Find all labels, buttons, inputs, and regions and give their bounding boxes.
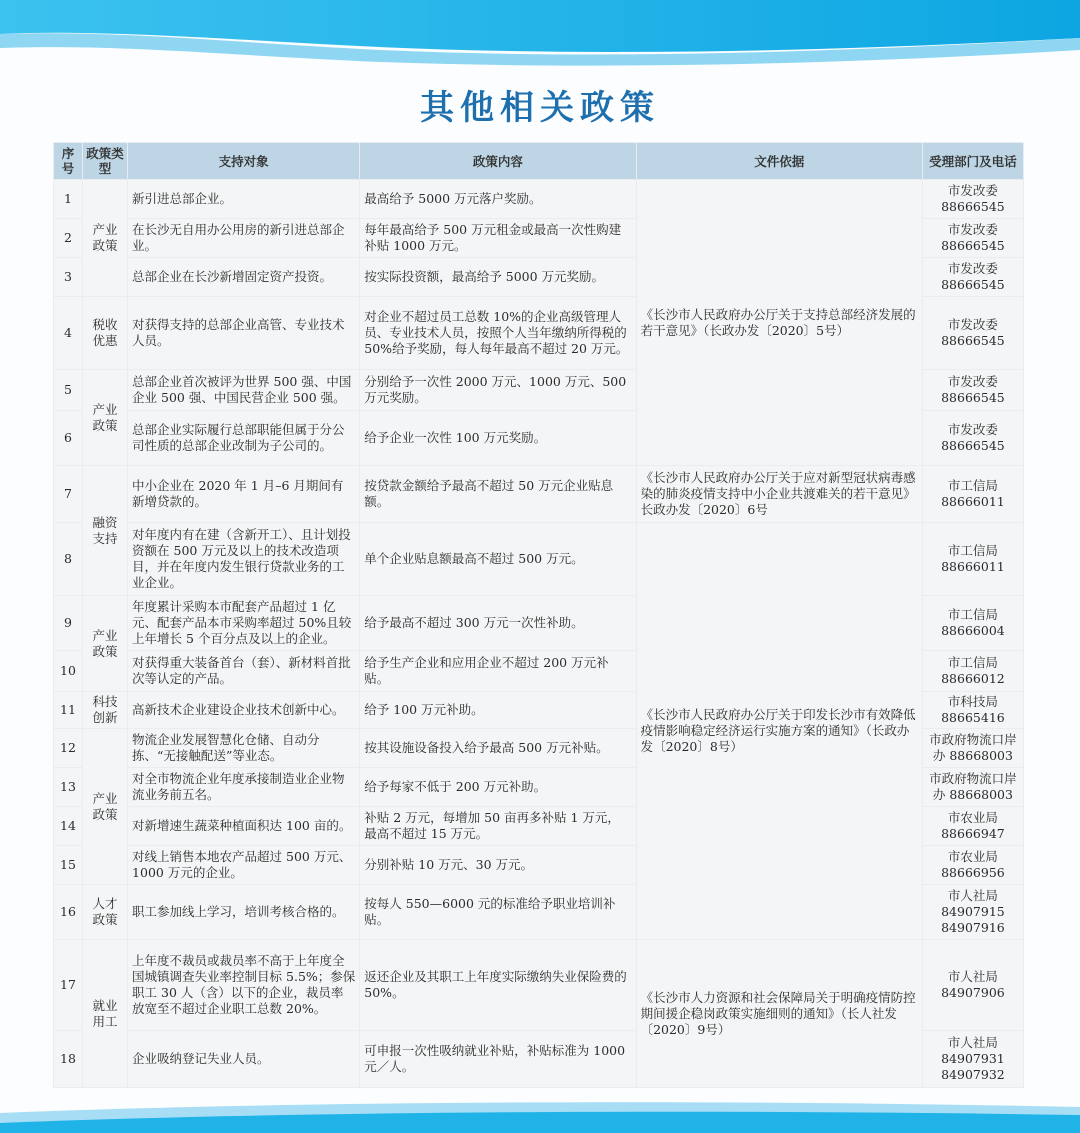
- department-contact: 市发改委 88666545: [923, 219, 1023, 257]
- row-number: 4: [54, 297, 82, 369]
- policy-type: 科技创新: [83, 692, 127, 728]
- department-contact: 市工信局 88666011: [923, 466, 1023, 522]
- department-contact: 市工信局 88666011: [923, 523, 1023, 595]
- support-target: 企业吸纳登记失业人员。: [128, 1031, 359, 1087]
- header-basis: 文件依据: [637, 143, 922, 179]
- document-basis: 《长沙市人民政府办公厅关于支持总部经济发展的若干意见》（长政办发〔2020〕5号）: [637, 180, 922, 465]
- policy-type: 就业用工: [83, 940, 127, 1087]
- support-target: 对全市物流企业年度承接制造业企业物流业务前五名。: [128, 768, 359, 806]
- document-basis: 《长沙市人民政府办公厅关于应对新型冠状病毒感染的肺炎疫情支持中小企业共渡难关的若干意见》长政办发〔2020〕6号: [637, 466, 922, 522]
- document-basis: 《长沙市人民政府办公厅关于印发长沙市有效降低疫情影响稳定经济运行实施方案的通知》（长政办发〔2020〕8号）: [637, 523, 922, 939]
- table-row: [54, 940, 1023, 1030]
- department-contact: 市工信局 88666012: [923, 651, 1023, 691]
- policy-content: 对企业不超过员工总数 10%的企业高级管理人员、专业技术人员，按照个人当年缴纳所得税的 50%给予奖励，每人每年最高不超过 20 万元。: [360, 297, 635, 369]
- table-row: [54, 523, 1023, 595]
- department-contact: 市发改委 88666545: [923, 411, 1023, 465]
- row-number: 11: [54, 692, 82, 728]
- document-basis: 《长沙市人力资源和社会保障局关于明确疫情防控期间援企稳岗政策实施细则的通知》（长人社发〔2020〕9号）: [637, 940, 922, 1087]
- support-target: 物流企业发展智慧化仓储、自动分拣、“无接触配送”等业态。: [128, 729, 359, 767]
- policy-content: 按贷款金额给予最高不超过 50 万元企业贴息额。: [360, 466, 635, 522]
- row-number: 16: [54, 885, 82, 939]
- department-contact: 市发改委 88666545: [923, 258, 1023, 296]
- policy-type: 产业政策: [83, 596, 127, 691]
- support-target: 总部企业在长沙新增固定资产投资。: [128, 258, 359, 296]
- header-content: 政策内容: [360, 143, 635, 179]
- policy-type: 产业政策: [83, 729, 127, 884]
- policy-content: 按每人 550—6000 元的标准给予职业培训补贴。: [360, 885, 635, 939]
- row-number: 1: [54, 180, 82, 218]
- row-number: 7: [54, 466, 82, 522]
- department-contact: 市人社局 84907931 84907932: [923, 1031, 1023, 1087]
- row-number: 8: [54, 523, 82, 595]
- policy-content: 可申报一次性吸纳就业补贴，补贴标准为 1000 元／人。: [360, 1031, 635, 1087]
- header-num: 序号: [54, 143, 82, 179]
- support-target: 高新技术企业建设企业技术创新中心。: [128, 692, 359, 728]
- support-target: 对获得支持的总部企业高管、专业技术人员。: [128, 297, 359, 369]
- support-target: 总部企业首次被评为世界 500 强、中国企业 500 强、中国民营企业 500 强。: [128, 370, 359, 410]
- policy-type: 产业政策: [83, 180, 127, 296]
- support-target: 在长沙无自用办公用房的新引进总部企业。: [128, 219, 359, 257]
- policy-content: 按其设施设备投入给予最高 500 万元补贴。: [360, 729, 635, 767]
- policy-content: 给予最高不超过 300 万元一次性补助。: [360, 596, 635, 650]
- policy-content: 给予 100 万元补助。: [360, 692, 635, 728]
- row-number: 6: [54, 411, 82, 465]
- policy-type: 融资支持: [83, 466, 127, 595]
- header-target: 支持对象: [128, 143, 359, 179]
- row-number: 5: [54, 370, 82, 410]
- support-target: 职工参加线上学习，培训考核合格的。: [128, 885, 359, 939]
- row-number: 14: [54, 807, 82, 845]
- policy-content: 单个企业贴息额最高不超过 500 万元。: [360, 523, 635, 595]
- page-title: 其他相关政策: [420, 88, 660, 128]
- support-target: 中小企业在 2020 年 1 月–6 月期间有新增贷款的。: [128, 466, 359, 522]
- department-contact: 市发改委 88666545: [923, 180, 1023, 218]
- row-number: 9: [54, 596, 82, 650]
- department-contact: 市发改委 88666545: [923, 297, 1023, 369]
- row-number: 10: [54, 651, 82, 691]
- department-contact: 市政府物流口岸办 88668003: [923, 729, 1023, 767]
- support-target: 对获得重大装备首台（套）、新材料首批次等认定的产品。: [128, 651, 359, 691]
- table-row: [54, 466, 1023, 522]
- table-header-row: [54, 143, 1023, 179]
- policy-content: 给予生产企业和应用企业不超过 200 万元补贴。: [360, 651, 635, 691]
- support-target: 年度累计采购本市配套产品超过 1 亿元、配套产品本市采购率超过 50%且较上年增长 5 个百分点及以上的企业。: [128, 596, 359, 650]
- department-contact: 市农业局 88666947: [923, 807, 1023, 845]
- header-dept: 受理部门及电话: [923, 143, 1023, 179]
- policy-type: 税收优惠: [83, 297, 127, 369]
- row-number: 2: [54, 219, 82, 257]
- row-number: 13: [54, 768, 82, 806]
- department-contact: 市政府物流口岸办 88668003: [923, 768, 1023, 806]
- support-target: 上年度不裁员或裁员率不高于上年度全国城镇调查失业率控制目标 5.5%；参保职工 30 人（含）以下的企业，裁员率放宽至不超过企业职工总数 20%。: [128, 940, 359, 1030]
- support-target: 对线上销售本地农产品超过 500 万元、1000 万元的企业。: [128, 846, 359, 884]
- policy-content: 返还企业及其职工上年度实际缴纳失业保险费的 50%。: [360, 940, 635, 1030]
- policy-type: 人才政策: [83, 885, 127, 939]
- support-target: 总部企业实际履行总部职能但属于分公司性质的总部企业改制为子公司的。: [128, 411, 359, 465]
- row-number: 3: [54, 258, 82, 296]
- row-number: 12: [54, 729, 82, 767]
- policy-content: 给予企业一次性 100 万元奖励。: [360, 411, 635, 465]
- policy-type: 产业政策: [83, 370, 127, 465]
- table-row: [54, 180, 1023, 218]
- department-contact: 市科技局 88665416: [923, 692, 1023, 728]
- policy-table: [53, 142, 1024, 1088]
- support-target: 新引进总部企业。: [128, 180, 359, 218]
- bottom-wave-banner: [0, 1093, 1080, 1133]
- department-contact: 市发改委 88666545: [923, 370, 1023, 410]
- support-target: 对年度内有在建（含新开工）、且计划投资额在 500 万元及以上的技术改造项目，并在年度内发生银行贷款业务的工业企业。: [128, 523, 359, 595]
- policy-content: 按实际投资额，最高给予 5000 万元奖励。: [360, 258, 635, 296]
- top-wave-banner: [0, 0, 1080, 70]
- policy-content: 最高给予 5000 万元落户奖励。: [360, 180, 635, 218]
- policy-content: 给予每家不低于 200 万元补助。: [360, 768, 635, 806]
- row-number: 17: [54, 940, 82, 1030]
- department-contact: 市工信局 88666004: [923, 596, 1023, 650]
- department-contact: 市人社局 84907906: [923, 940, 1023, 1030]
- policy-content: 补贴 2 万元，每增加 50 亩再多补贴 1 万元，最高不超过 15 万元。: [360, 807, 635, 845]
- policy-content: 每年最高给予 500 万元租金或最高一次性购建补贴 1000 万元。: [360, 219, 635, 257]
- department-contact: 市农业局 88666956: [923, 846, 1023, 884]
- row-number: 15: [54, 846, 82, 884]
- policy-content: 分别给予一次性 2000 万元、1000 万元、500 万元奖励。: [360, 370, 635, 410]
- department-contact: 市人社局 84907915 84907916: [923, 885, 1023, 939]
- support-target: 对新增速生蔬菜种植面积达 100 亩的。: [128, 807, 359, 845]
- policy-content: 分别补贴 10 万元、30 万元。: [360, 846, 635, 884]
- header-type: 政策类型: [83, 143, 127, 179]
- row-number: 18: [54, 1031, 82, 1087]
